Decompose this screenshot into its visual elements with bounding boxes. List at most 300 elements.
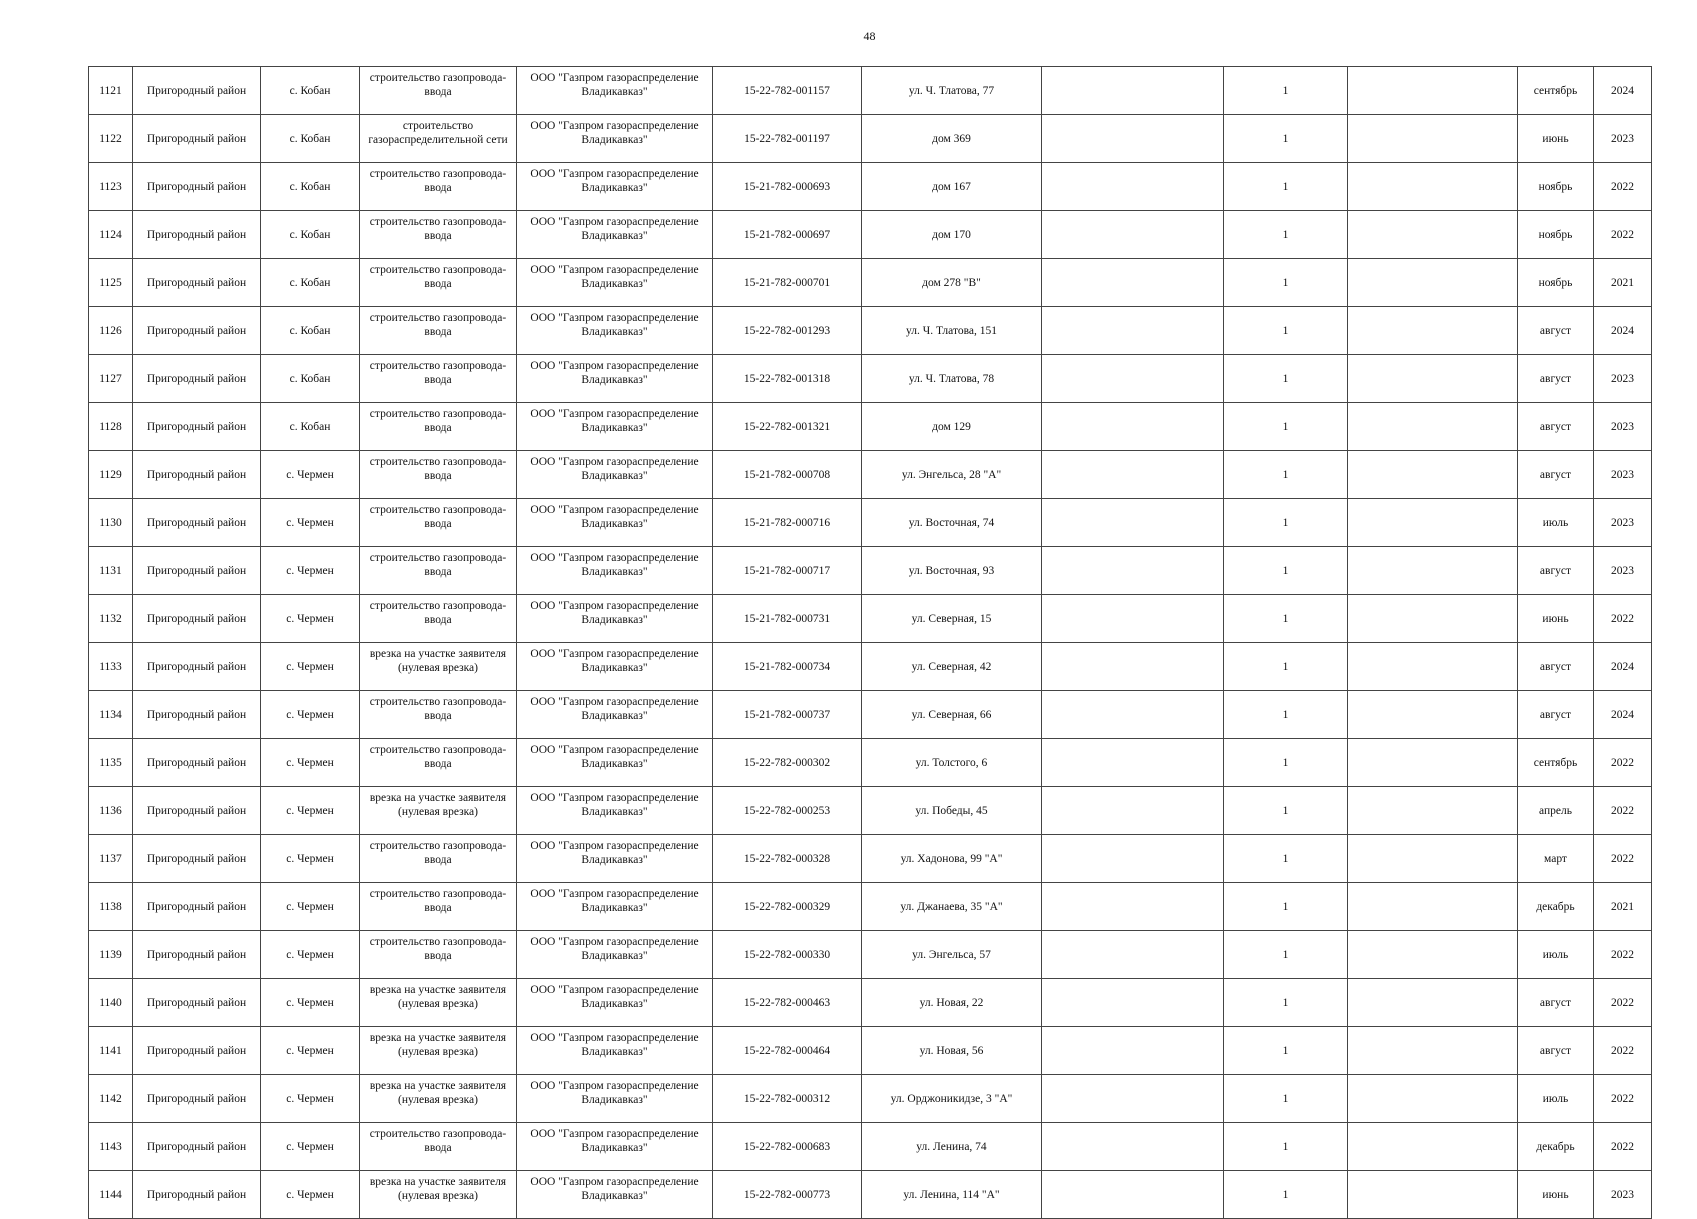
year-cell: 2023 [1594,547,1652,595]
empty-cell [1348,451,1518,499]
work-type-cell: врезка на участке заявителя (нулевая врезка) [360,1075,517,1123]
settlement-cell: с. Кобан [261,115,360,163]
address-cell: дом 369 [862,115,1042,163]
empty-cell [1348,1171,1518,1219]
table-row [89,307,1652,355]
work-type-cell: врезка на участке заявителя (нулевая врезка) [360,643,517,691]
row-number: 1130 [89,499,133,547]
address-cell: дом 167 [862,163,1042,211]
address-cell: ул. Энгельса, 57 [862,931,1042,979]
year-cell: 2023 [1594,355,1652,403]
application-code-cell: 15-22-782-000253 [713,787,862,835]
table-row [89,163,1652,211]
empty-cell [1042,691,1224,739]
year-cell: 2022 [1594,931,1652,979]
operator-cell: ООО "Газпром газораспределение Владикавказ" [517,307,713,355]
table-row [89,931,1652,979]
settlement-cell: с. Чермен [261,1123,360,1171]
work-type-cell: строительство газопровода-ввода [360,307,517,355]
address-cell: ул. Восточная, 93 [862,547,1042,595]
table-body [89,67,1652,1219]
address-cell: ул. Ленина, 114 "А" [862,1171,1042,1219]
operator-cell: ООО "Газпром газораспределение Владикавказ" [517,259,713,307]
operator-cell: ООО "Газпром газораспределение Владикавказ" [517,451,713,499]
settlement-cell: с. Чермен [261,499,360,547]
work-type-cell: врезка на участке заявителя (нулевая врезка) [360,787,517,835]
month-cell: август [1518,691,1594,739]
operator-cell: ООО "Газпром газораспределение Владикавказ" [517,1027,713,1075]
address-cell: ул. Северная, 66 [862,691,1042,739]
empty-cell [1348,499,1518,547]
count-cell: 1 [1224,403,1348,451]
empty-cell [1348,1123,1518,1171]
address-cell: ул. Северная, 15 [862,595,1042,643]
month-cell: август [1518,979,1594,1027]
settlement-cell: с. Чермен [261,595,360,643]
empty-cell [1348,115,1518,163]
count-cell: 1 [1224,691,1348,739]
year-cell: 2023 [1594,451,1652,499]
empty-cell [1042,259,1224,307]
application-code-cell: 15-22-782-001197 [713,115,862,163]
settlement-cell: с. Чермен [261,787,360,835]
empty-cell [1042,115,1224,163]
district-cell: Пригородный район [133,67,261,115]
settlement-cell: с. Чермен [261,691,360,739]
row-number: 1131 [89,547,133,595]
year-cell: 2024 [1594,691,1652,739]
table-row [89,451,1652,499]
address-cell: ул. Восточная, 74 [862,499,1042,547]
district-cell: Пригородный район [133,259,261,307]
district-cell: Пригородный район [133,1123,261,1171]
district-cell: Пригородный район [133,835,261,883]
work-type-cell: строительство газопровода-ввода [360,691,517,739]
address-cell: дом 129 [862,403,1042,451]
count-cell: 1 [1224,307,1348,355]
count-cell: 1 [1224,211,1348,259]
operator-cell: ООО "Газпром газораспределение Владикавказ" [517,595,713,643]
count-cell: 1 [1224,1027,1348,1075]
month-cell: август [1518,451,1594,499]
month-cell: август [1518,547,1594,595]
district-cell: Пригородный район [133,499,261,547]
application-code-cell: 15-22-782-000683 [713,1123,862,1171]
month-cell: декабрь [1518,1123,1594,1171]
row-number: 1144 [89,1171,133,1219]
district-cell: Пригородный район [133,355,261,403]
operator-cell: ООО "Газпром газораспределение Владикавказ" [517,835,713,883]
operator-cell: ООО "Газпром газораспределение Владикавказ" [517,1123,713,1171]
month-cell: декабрь [1518,883,1594,931]
row-number: 1128 [89,403,133,451]
gasification-register-table [88,66,1652,1219]
empty-cell [1348,307,1518,355]
empty-cell [1042,67,1224,115]
application-code-cell: 15-22-782-001321 [713,403,862,451]
work-type-cell: строительство газопровода-ввода [360,499,517,547]
work-type-cell: строительство газопровода-ввода [360,259,517,307]
district-cell: Пригородный район [133,163,261,211]
district-cell: Пригородный район [133,595,261,643]
table-row [89,1027,1652,1075]
year-cell: 2023 [1594,1171,1652,1219]
table-row [89,211,1652,259]
month-cell: август [1518,643,1594,691]
month-cell: июль [1518,931,1594,979]
empty-cell [1042,643,1224,691]
settlement-cell: с. Кобан [261,355,360,403]
count-cell: 1 [1224,787,1348,835]
district-cell: Пригородный район [133,1171,261,1219]
month-cell: сентябрь [1518,67,1594,115]
count-cell: 1 [1224,355,1348,403]
year-cell: 2022 [1594,835,1652,883]
empty-cell [1042,163,1224,211]
count-cell: 1 [1224,499,1348,547]
operator-cell: ООО "Газпром газораспределение Владикавказ" [517,1171,713,1219]
settlement-cell: с. Кобан [261,163,360,211]
district-cell: Пригородный район [133,883,261,931]
application-code-cell: 15-21-782-000716 [713,499,862,547]
month-cell: апрель [1518,787,1594,835]
count-cell: 1 [1224,835,1348,883]
work-type-cell: строительство газопровода-ввода [360,355,517,403]
empty-cell [1348,403,1518,451]
address-cell: ул. Толстого, 6 [862,739,1042,787]
application-code-cell: 15-22-782-001157 [713,67,862,115]
work-type-cell: строительство газопровода-ввода [360,595,517,643]
count-cell: 1 [1224,163,1348,211]
work-type-cell: врезка на участке заявителя (нулевая врезка) [360,1171,517,1219]
empty-cell [1042,499,1224,547]
count-cell: 1 [1224,1123,1348,1171]
empty-cell [1042,979,1224,1027]
address-cell: ул. Северная, 42 [862,643,1042,691]
empty-cell [1348,1075,1518,1123]
work-type-cell: строительство газопровода-ввода [360,67,517,115]
count-cell: 1 [1224,67,1348,115]
settlement-cell: с. Чермен [261,643,360,691]
empty-cell [1042,355,1224,403]
settlement-cell: с. Чермен [261,739,360,787]
year-cell: 2022 [1594,595,1652,643]
table-row [89,115,1652,163]
address-cell: ул. Ч. Тлатова, 151 [862,307,1042,355]
empty-cell [1348,691,1518,739]
empty-cell [1042,307,1224,355]
application-code-cell: 15-22-782-001293 [713,307,862,355]
address-cell: ул. Хадонова, 99 "А" [862,835,1042,883]
count-cell: 1 [1224,259,1348,307]
operator-cell: ООО "Газпром газораспределение Владикавказ" [517,787,713,835]
empty-cell [1348,547,1518,595]
table-row [89,883,1652,931]
operator-cell: ООО "Газпром газораспределение Владикавказ" [517,691,713,739]
district-cell: Пригородный район [133,787,261,835]
empty-cell [1042,403,1224,451]
year-cell: 2022 [1594,1123,1652,1171]
application-code-cell: 15-22-782-000463 [713,979,862,1027]
count-cell: 1 [1224,643,1348,691]
year-cell: 2022 [1594,787,1652,835]
table-row [89,67,1652,115]
settlement-cell: с. Чермен [261,451,360,499]
empty-cell [1042,1027,1224,1075]
operator-cell: ООО "Газпром газораспределение Владикавказ" [517,355,713,403]
settlement-cell: с. Кобан [261,259,360,307]
year-cell: 2022 [1594,211,1652,259]
address-cell: ул. Новая, 22 [862,979,1042,1027]
empty-cell [1348,979,1518,1027]
empty-cell [1348,595,1518,643]
application-code-cell: 15-21-782-000717 [713,547,862,595]
count-cell: 1 [1224,595,1348,643]
address-cell: ул. Энгельса, 28 "А" [862,451,1042,499]
count-cell: 1 [1224,931,1348,979]
settlement-cell: с. Чермен [261,1171,360,1219]
district-cell: Пригородный район [133,643,261,691]
district-cell: Пригородный район [133,979,261,1027]
count-cell: 1 [1224,979,1348,1027]
row-number: 1136 [89,787,133,835]
year-cell: 2021 [1594,259,1652,307]
empty-cell [1348,1027,1518,1075]
application-code-cell: 15-22-782-000328 [713,835,862,883]
settlement-cell: с. Чермен [261,835,360,883]
row-number: 1142 [89,1075,133,1123]
table-row [89,787,1652,835]
empty-cell [1042,1123,1224,1171]
row-number: 1129 [89,451,133,499]
row-number: 1135 [89,739,133,787]
year-cell: 2023 [1594,115,1652,163]
empty-cell [1348,355,1518,403]
address-cell: ул. Джанаева, 35 "А" [862,883,1042,931]
table-row [89,403,1652,451]
table-row [89,739,1652,787]
settlement-cell: с. Чермен [261,883,360,931]
row-number: 1141 [89,1027,133,1075]
operator-cell: ООО "Газпром газораспределение Владикавказ" [517,643,713,691]
month-cell: июль [1518,499,1594,547]
month-cell: август [1518,355,1594,403]
application-code-cell: 15-21-782-000697 [713,211,862,259]
application-code-cell: 15-22-782-000773 [713,1171,862,1219]
month-cell: сентябрь [1518,739,1594,787]
table-row [89,499,1652,547]
empty-cell [1042,211,1224,259]
operator-cell: ООО "Газпром газораспределение Владикавказ" [517,931,713,979]
work-type-cell: строительство газопровода-ввода [360,931,517,979]
empty-cell [1348,739,1518,787]
month-cell: август [1518,1027,1594,1075]
row-number: 1134 [89,691,133,739]
empty-cell [1042,787,1224,835]
row-number: 1122 [89,115,133,163]
address-cell: ул. Победы, 45 [862,787,1042,835]
page-number: 48 [863,29,876,43]
empty-cell [1348,211,1518,259]
empty-cell [1348,643,1518,691]
row-number: 1132 [89,595,133,643]
month-cell: ноябрь [1518,211,1594,259]
empty-cell [1042,547,1224,595]
row-number: 1123 [89,163,133,211]
row-number: 1143 [89,1123,133,1171]
count-cell: 1 [1224,1171,1348,1219]
year-cell: 2022 [1594,1027,1652,1075]
empty-cell [1348,883,1518,931]
month-cell: июнь [1518,115,1594,163]
month-cell: август [1518,403,1594,451]
work-type-cell: врезка на участке заявителя (нулевая врезка) [360,979,517,1027]
empty-cell [1348,67,1518,115]
year-cell: 2023 [1594,403,1652,451]
settlement-cell: с. Кобан [261,67,360,115]
district-cell: Пригородный район [133,403,261,451]
table-row [89,691,1652,739]
month-cell: июнь [1518,1171,1594,1219]
empty-cell [1042,451,1224,499]
operator-cell: ООО "Газпром газораспределение Владикавказ" [517,211,713,259]
count-cell: 1 [1224,115,1348,163]
application-code-cell: 15-22-782-000464 [713,1027,862,1075]
empty-cell [1042,739,1224,787]
district-cell: Пригородный район [133,451,261,499]
year-cell: 2024 [1594,643,1652,691]
work-type-cell: строительство газопровода-ввода [360,163,517,211]
district-cell: Пригородный район [133,307,261,355]
work-type-cell: строительство газопровода-ввода [360,547,517,595]
application-code-cell: 15-21-782-000708 [713,451,862,499]
count-cell: 1 [1224,883,1348,931]
empty-cell [1042,835,1224,883]
district-cell: Пригородный район [133,739,261,787]
row-number: 1138 [89,883,133,931]
application-code-cell: 15-21-782-000737 [713,691,862,739]
month-cell: март [1518,835,1594,883]
operator-cell: ООО "Газпром газораспределение Владикавказ" [517,163,713,211]
settlement-cell: с. Чермен [261,979,360,1027]
address-cell: ул. Орджоникидзе, 3 "А" [862,1075,1042,1123]
empty-cell [1348,835,1518,883]
application-code-cell: 15-21-782-000701 [713,259,862,307]
district-cell: Пригородный район [133,691,261,739]
work-type-cell: строительство газопровода-ввода [360,451,517,499]
work-type-cell: строительство газопровода-ввода [360,835,517,883]
month-cell: ноябрь [1518,163,1594,211]
table-row [89,1123,1652,1171]
empty-cell [1348,787,1518,835]
operator-cell: ООО "Газпром газораспределение Владикавказ" [517,403,713,451]
year-cell: 2024 [1594,307,1652,355]
application-code-cell: 15-22-782-001318 [713,355,862,403]
work-type-cell: строительство газораспределительной сети [360,115,517,163]
operator-cell: ООО "Газпром газораспределение Владикавказ" [517,67,713,115]
work-type-cell: строительство газопровода-ввода [360,211,517,259]
application-code-cell: 15-22-782-000329 [713,883,862,931]
application-code-cell: 15-22-782-000312 [713,1075,862,1123]
application-code-cell: 15-21-782-000734 [713,643,862,691]
month-cell: июль [1518,1075,1594,1123]
application-code-cell: 15-21-782-000731 [713,595,862,643]
application-code-cell: 15-21-782-000693 [713,163,862,211]
work-type-cell: строительство газопровода-ввода [360,403,517,451]
settlement-cell: с. Чермен [261,1027,360,1075]
empty-cell [1348,931,1518,979]
empty-cell [1042,1075,1224,1123]
address-cell: дом 278 "В" [862,259,1042,307]
settlement-cell: с. Кобан [261,307,360,355]
count-cell: 1 [1224,547,1348,595]
row-number: 1126 [89,307,133,355]
settlement-cell: с. Кобан [261,211,360,259]
table-row [89,835,1652,883]
operator-cell: ООО "Газпром газораспределение Владикавказ" [517,883,713,931]
year-cell: 2023 [1594,499,1652,547]
table-row [89,979,1652,1027]
year-cell: 2022 [1594,1075,1652,1123]
row-number: 1124 [89,211,133,259]
table-row [89,1171,1652,1219]
count-cell: 1 [1224,739,1348,787]
settlement-cell: с. Кобан [261,403,360,451]
row-number: 1139 [89,931,133,979]
address-cell: ул. Новая, 56 [862,1027,1042,1075]
operator-cell: ООО "Газпром газораспределение Владикавказ" [517,1075,713,1123]
application-code-cell: 15-22-782-000302 [713,739,862,787]
empty-cell [1042,931,1224,979]
table-row [89,259,1652,307]
table-row [89,595,1652,643]
district-cell: Пригородный район [133,115,261,163]
application-code-cell: 15-22-782-000330 [713,931,862,979]
empty-cell [1042,595,1224,643]
empty-cell [1042,883,1224,931]
row-number: 1127 [89,355,133,403]
district-cell: Пригородный район [133,1027,261,1075]
row-number: 1140 [89,979,133,1027]
address-cell: ул. Ч. Тлатова, 77 [862,67,1042,115]
table-row [89,1075,1652,1123]
year-cell: 2022 [1594,739,1652,787]
table-row [89,643,1652,691]
row-number: 1133 [89,643,133,691]
empty-cell [1348,259,1518,307]
table-row [89,355,1652,403]
count-cell: 1 [1224,1075,1348,1123]
operator-cell: ООО "Газпром газораспределение Владикавказ" [517,547,713,595]
settlement-cell: с. Чермен [261,1075,360,1123]
row-number: 1137 [89,835,133,883]
table-row [89,547,1652,595]
empty-cell [1042,1171,1224,1219]
address-cell: дом 170 [862,211,1042,259]
address-cell: ул. Ленина, 74 [862,1123,1042,1171]
month-cell: июнь [1518,595,1594,643]
year-cell: 2022 [1594,979,1652,1027]
district-cell: Пригородный район [133,1075,261,1123]
work-type-cell: врезка на участке заявителя (нулевая врезка) [360,1027,517,1075]
district-cell: Пригородный район [133,211,261,259]
work-type-cell: строительство газопровода-ввода [360,739,517,787]
year-cell: 2024 [1594,67,1652,115]
operator-cell: ООО "Газпром газораспределение Владикавказ" [517,979,713,1027]
row-number: 1121 [89,67,133,115]
year-cell: 2022 [1594,163,1652,211]
operator-cell: ООО "Газпром газораспределение Владикавказ" [517,499,713,547]
